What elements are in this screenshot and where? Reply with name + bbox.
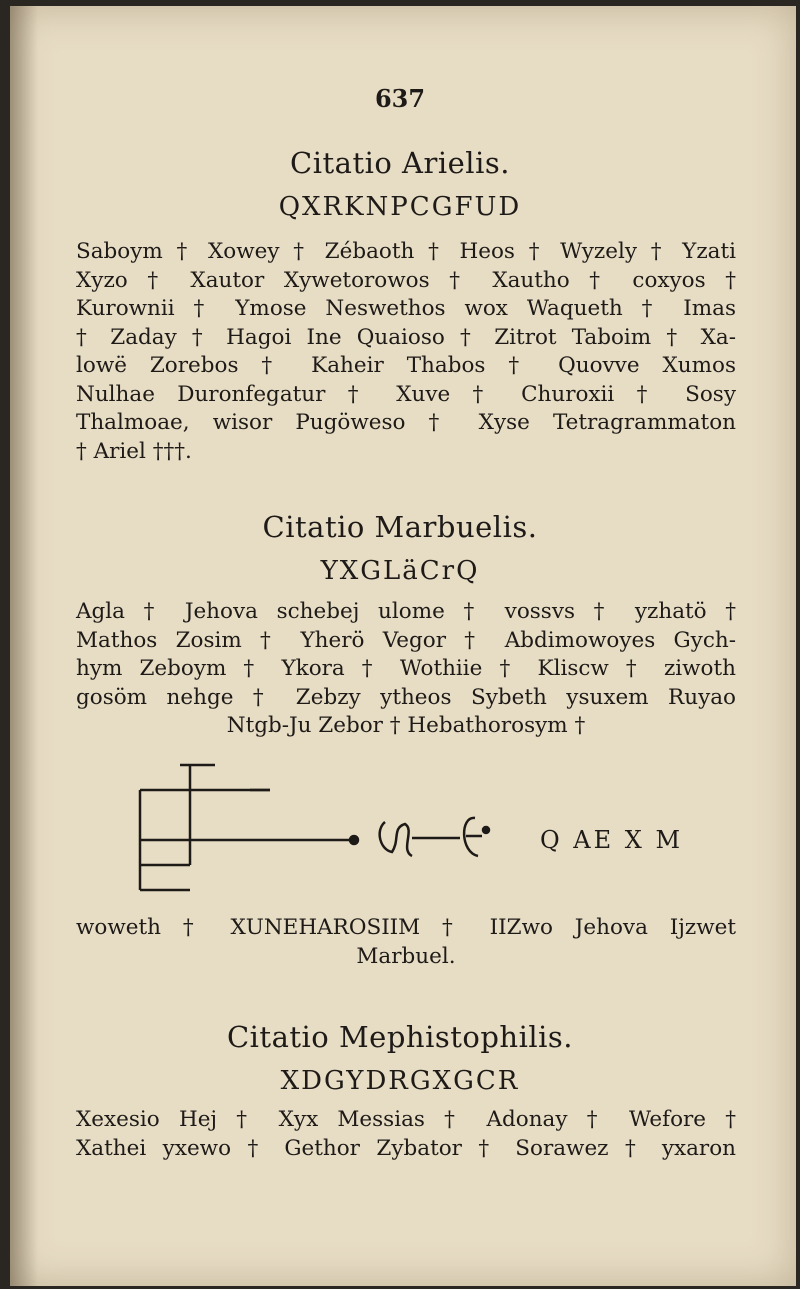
text-line: Xyzo † Xautor Xywetorowos † Xautho † coxyos † (76, 267, 736, 293)
text-line: Thalmoae, wisor Pugöweso † Xyse Tetragrammaton (76, 410, 736, 435)
sigil-figure (130, 760, 530, 900)
section-title-marbuelis: Citatio Marbuelis. (262, 510, 538, 544)
text-line: Xathei yxewo † Gethor Zybator † Sorawez † yxaron (76, 1135, 736, 1161)
text-line: hym Zeboym † Ykora † Wothiie † Kliscw † ziwoth (76, 656, 736, 681)
text-line: Kurownii † Ymose Neswethos wox Waqueth † Imas (76, 296, 736, 321)
sigil-letters: Q AE X M (540, 826, 684, 854)
text-line: woweth † XUNEHAROSIIM † IIZwo Jehova Ijzwet (76, 915, 736, 940)
section-title-mephistophilis: Citatio Mephistophilis. (226, 1020, 574, 1054)
text-line: Nulhae Duronfegatur † Xuve † Churoxii † Sosy (76, 381, 736, 407)
text-line: Agla † Jehova schebej ulome † vossvs † yzhatö † (76, 599, 736, 624)
incantation-marbuelis (76, 598, 736, 741)
section-seal-letters-arielis: QXRKNPCGFUD (278, 192, 522, 222)
text-line: Saboym † Xowey † Zébaoth † Heos † Wyzely † Yzati (76, 239, 736, 264)
section-seal-letters-marbuelis: YXGLäCrQ (320, 556, 480, 586)
text-line: Mathos Zosim † Yherö Vegor † Abdimowoyes Gych- (76, 627, 736, 653)
incantation-arielis (76, 238, 736, 466)
text-line: † Zaday † Hagoi Ine Quaioso † Zitrot Taboim † Xa- (76, 324, 736, 350)
text-line: † Ariel †††. (76, 438, 192, 464)
section-seal-letters-mephistophilis: XDGYDRGXGCR (280, 1066, 520, 1096)
text-line: Ntgb-Ju Zebor † Hebathorosym † (226, 713, 586, 738)
incantation-mephistophilis (76, 1106, 736, 1163)
section-title-arielis: Citatio Arielis. (290, 146, 510, 180)
text-line: gosöm nehge † Zebzy ytheos Sybeth ysuxem Ruyao (76, 684, 736, 710)
text-line: Xexesio Hej † Xyx Messias † Adonay † Wefore † (76, 1107, 736, 1132)
text-line: lowë Zorebos † Kaheir Thabos † Quovve Xumos (76, 353, 736, 378)
page-number: 637 (374, 84, 426, 113)
text-line: Marbuel. (356, 943, 456, 969)
incantation-marbuelis-continued (76, 914, 736, 971)
